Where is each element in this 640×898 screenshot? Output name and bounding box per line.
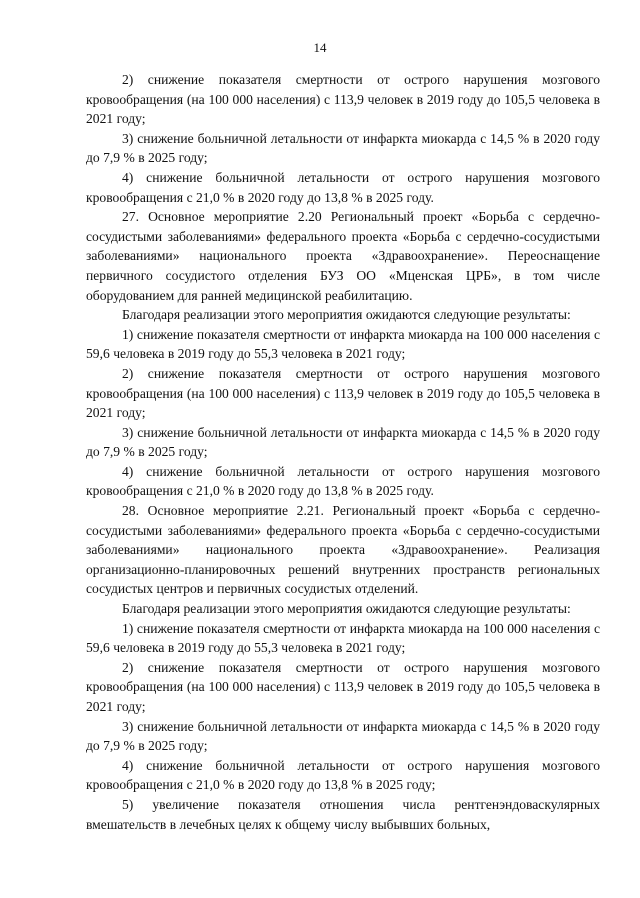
paragraph: 4) снижение больничной летальности от острого нарушения мозгового кровообращения с 21,0 % в 2020 году до 13,8 % в 2025 году. [86, 463, 600, 499]
paragraph: 5) увеличение показателя отношения числа рентгенэндоваскулярных вмешательств в лечебных целях к общему числу выбывших больных, [86, 796, 600, 832]
paragraph: 27. Основное мероприятие 2.20 Региональный проект «Борьба с сердечно-сосудистыми заболеваниями» федерального проекта «Борьба с сердечно-сосудистыми заболеваниями» национального проекта «Здравоохранение». Переоснащение первичного сосудистого отделения БУЗ ОО «Мценская ЦРБ», в том числе оборудованием для ранней медицинской реабилитацию. [86, 209, 600, 303]
paragraph: Благодаря реализации этого мероприятия ожидаются следующие результаты: [122, 307, 571, 323]
paragraph: 1) снижение показателя смертности от инфаркта миокарда на 100 000 населения с 59,6 человека в 2019 году до 55,3 человека в 2021 году; [86, 620, 600, 656]
paragraph: 4) снижение больничной летальности от острого нарушения мозгового кровообращения с 21,0 % в 2020 году до 13,8 % в 2025 году. [86, 169, 600, 205]
paragraph: 3) снижение больничной летальности от инфаркта миокарда с 14,5 % в 2020 году до 7,9 % в 2025 году; [86, 424, 600, 460]
paragraph: 3) снижение больничной летальности от инфаркта миокарда с 14,5 % в 2020 году до 7,9 % в 2025 году; [86, 718, 600, 754]
paragraph: Благодаря реализации этого мероприятия ожидаются следующие результаты: [122, 601, 571, 617]
paragraph: 4) снижение больничной летальности от острого нарушения мозгового кровообращения с 21,0 % в 2020 году до 13,8 % в 2025 году; [86, 757, 600, 793]
paragraph: 28. Основное мероприятие 2.21. Региональный проект «Борьба с сердечно-сосудистыми заболеваниями» федерального проекта «Борьба с сердечно-сосудистыми заболеваниями» национального проекта «Здравоохранение». Реализация организационно-планировочных решений внутренних пространств региональных сосудистых центров и первичных сосудистых отделений. [86, 503, 600, 597]
paragraph: 1) снижение показателя смертности от инфаркта миокарда на 100 000 населения с 59,6 человека в 2019 году до 55,3 человека в 2021 году; [86, 326, 600, 362]
document-body [86, 70, 600, 834]
paragraph: 2) снижение показателя смертности от острого нарушения мозгового кровообращения (на 100 000 населения) с 113,9 человек в 2019 году до 105,5 человека в 2021 году; [86, 659, 600, 714]
paragraph: 2) снижение показателя смертности от острого нарушения мозгового кровообращения (на 100 000 населения) с 113,9 человек в 2019 году до 105,5 человека в 2021 году; [86, 72, 600, 127]
page-number: 14 [313, 40, 327, 55]
paragraph: 3) снижение больничной летальности от инфаркта миокарда с 14,5 % в 2020 году до 7,9 % в 2025 году; [86, 130, 600, 166]
paragraph: 2) снижение показателя смертности от острого нарушения мозгового кровообращения (на 100 000 населения) с 113,9 человек в 2019 году до 105,5 человека в 2021 году; [86, 365, 600, 421]
